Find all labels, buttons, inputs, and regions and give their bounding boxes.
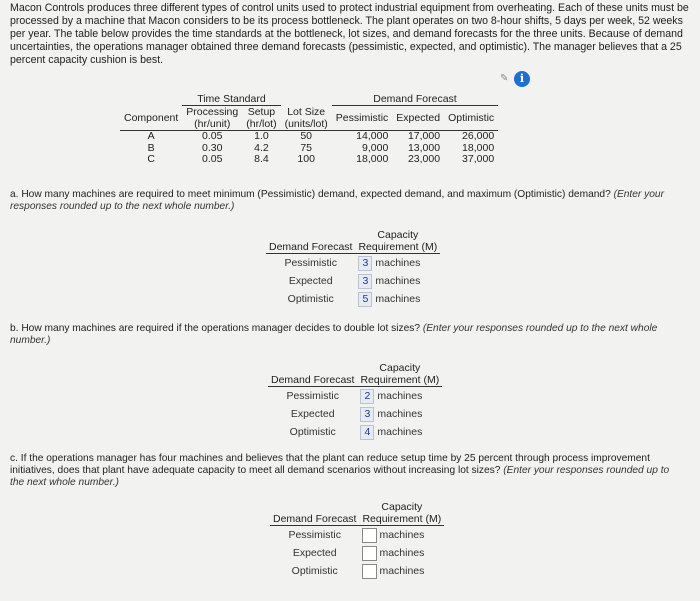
pessimistic-cell: 18,000 bbox=[356, 153, 389, 165]
answer-b-expected[interactable]: 3 bbox=[360, 407, 374, 422]
answer-row bbox=[270, 544, 444, 562]
expected-cell: 23,000 bbox=[407, 153, 441, 165]
question-a-hint: (Enter your responses rounded up to the next whole number.) bbox=[10, 189, 664, 212]
processing-cell: 0.30 bbox=[202, 141, 223, 154]
unit-label: machines bbox=[375, 257, 421, 269]
pessimistic-label: Pessimistic bbox=[288, 529, 341, 541]
optimistic-cell: 26,000 bbox=[462, 130, 495, 142]
pessimistic-label: Pessimistic bbox=[284, 257, 337, 269]
component-cell: B bbox=[147, 141, 155, 154]
answer-row bbox=[270, 526, 444, 545]
pessimistic-label: Pessimistic bbox=[286, 390, 339, 402]
lot-cell: 50 bbox=[300, 130, 313, 142]
answer-a-optimistic[interactable]: 5 bbox=[358, 292, 372, 307]
answer-row bbox=[268, 405, 442, 423]
lot-size-header: Lot Size bbox=[287, 105, 326, 118]
expected-header: Expected bbox=[392, 106, 444, 131]
answer-c-expected-input[interactable] bbox=[362, 546, 377, 561]
setup-header: Setup bbox=[247, 106, 276, 118]
data-table bbox=[120, 93, 498, 166]
answer-row bbox=[266, 254, 440, 273]
demand-forecast-col: Demand Forecast bbox=[270, 501, 359, 526]
question-a bbox=[10, 189, 690, 213]
answer-table-b bbox=[268, 362, 442, 441]
question-c-text: c. If the operations manager has four machines and believes that the plant can reduce setup time by 25 percent through process improvement initiatives, does that plant have adequate capacity to meet all demand scenarios without increasing lot sizes? bbox=[10, 453, 650, 476]
edit-icon[interactable]: ✎ bbox=[500, 73, 509, 84]
expected-cell: 13,000 bbox=[407, 141, 441, 154]
answer-row bbox=[266, 290, 440, 308]
capacity-col bbox=[359, 501, 444, 526]
processing-unit: (hr/unit) bbox=[182, 118, 242, 131]
answer-b-pessimistic[interactable]: 2 bbox=[360, 389, 374, 404]
unit-label: machines bbox=[375, 275, 421, 287]
question-c bbox=[10, 453, 682, 489]
processing-header: Processing bbox=[186, 106, 239, 118]
optimistic-cell: 37,000 bbox=[462, 153, 495, 165]
table-row bbox=[120, 154, 498, 166]
answer-row bbox=[268, 387, 442, 406]
requirement-label: Requirement (M) bbox=[362, 513, 442, 525]
optimistic-header: Optimistic bbox=[444, 106, 498, 131]
answer-row bbox=[270, 562, 444, 580]
setup-cell: 1.0 bbox=[254, 130, 269, 142]
unit-label: machines bbox=[377, 390, 423, 402]
question-a-text: a. How many machines are required to meet minimum (Pessimistic) demand, expected demand, and maximum (Optimistic) demand? bbox=[10, 189, 611, 200]
capacity-label: Capacity bbox=[381, 501, 423, 513]
component-cell: C bbox=[147, 153, 155, 165]
optimistic-label: Optimistic bbox=[287, 293, 334, 305]
requirement-label: Requirement (M) bbox=[360, 374, 440, 386]
expected-label: Expected bbox=[288, 275, 333, 287]
lot-size-unit: (units/lot) bbox=[281, 118, 332, 131]
optimistic-label: Optimistic bbox=[289, 426, 336, 438]
question-c-hint: (Enter your responses rounded up to the next whole number.) bbox=[10, 465, 670, 488]
question-b-text: b. How many machines are required if the operations manager decides to double lot sizes? bbox=[10, 323, 420, 334]
capacity-col bbox=[357, 362, 442, 387]
demand-forecast-header: Demand Forecast bbox=[332, 93, 498, 106]
capacity-label: Capacity bbox=[379, 362, 421, 374]
time-standard-header: Time Standard bbox=[182, 93, 280, 106]
answer-table-a bbox=[266, 229, 440, 308]
pessimistic-cell: 14,000 bbox=[356, 130, 389, 142]
expected-label: Expected bbox=[290, 408, 335, 420]
expected-label: Expected bbox=[292, 547, 337, 559]
question-b-hint: (Enter your responses rounded up to the next whole number.) bbox=[10, 323, 658, 346]
unit-label: machines bbox=[377, 408, 423, 420]
answer-row bbox=[266, 272, 440, 290]
answer-row bbox=[268, 423, 442, 441]
question-b bbox=[10, 323, 670, 347]
unit-label: machines bbox=[377, 426, 423, 438]
answer-b-optimistic[interactable]: 4 bbox=[360, 425, 374, 440]
unit-label: machines bbox=[379, 565, 425, 577]
answer-c-optimistic-input[interactable] bbox=[362, 564, 377, 579]
setup-cell: 4.2 bbox=[254, 141, 269, 154]
pessimistic-cell: 9,000 bbox=[362, 141, 389, 154]
table-row bbox=[120, 131, 498, 143]
demand-forecast-col: Demand Forecast bbox=[266, 229, 355, 254]
setup-unit: (hr/lot) bbox=[242, 118, 280, 131]
unit-label: machines bbox=[375, 293, 421, 305]
component-cell: A bbox=[147, 130, 155, 142]
capacity-col bbox=[355, 229, 440, 254]
processing-cell: 0.05 bbox=[202, 130, 223, 142]
answer-a-pessimistic[interactable]: 3 bbox=[358, 256, 372, 271]
answer-a-expected[interactable]: 3 bbox=[358, 274, 372, 289]
unit-label: machines bbox=[379, 529, 425, 541]
answer-table-c bbox=[270, 501, 444, 580]
optimistic-label: Optimistic bbox=[291, 565, 338, 577]
demand-forecast-col: Demand Forecast bbox=[268, 362, 357, 387]
capacity-label: Capacity bbox=[377, 229, 419, 241]
pessimistic-header: Pessimistic bbox=[332, 106, 393, 131]
problem-statement: Macon Controls produces three different types of control units used to protect industrial equipment from overheating. Each of these units must be processed by a machine that Macon considers to be its process bottleneck. The plant operates on two 8-hour shifts, 5 days per week, 52 weeks per year. The table below provides the time standards at the bottleneck, lot sizes, and demand forecasts for the three units. Because of demand uncertainties, the operations manager obtained three demand forecasts (pessimistic, expected, and optimistic). The manager believes that a 25 percent capacity cushion is best. bbox=[10, 2, 689, 66]
setup-cell: 8.4 bbox=[254, 153, 269, 165]
component-header: Component bbox=[120, 106, 182, 131]
optimistic-cell: 18,000 bbox=[462, 141, 495, 154]
lot-cell: 75 bbox=[300, 141, 313, 154]
lot-cell: 100 bbox=[297, 153, 315, 165]
expected-cell: 17,000 bbox=[407, 130, 441, 142]
unit-label: machines bbox=[379, 547, 425, 559]
info-icon[interactable]: i bbox=[514, 71, 530, 87]
requirement-label: Requirement (M) bbox=[358, 241, 438, 253]
answer-c-pessimistic-input[interactable] bbox=[362, 528, 377, 543]
processing-cell: 0.05 bbox=[202, 153, 223, 165]
